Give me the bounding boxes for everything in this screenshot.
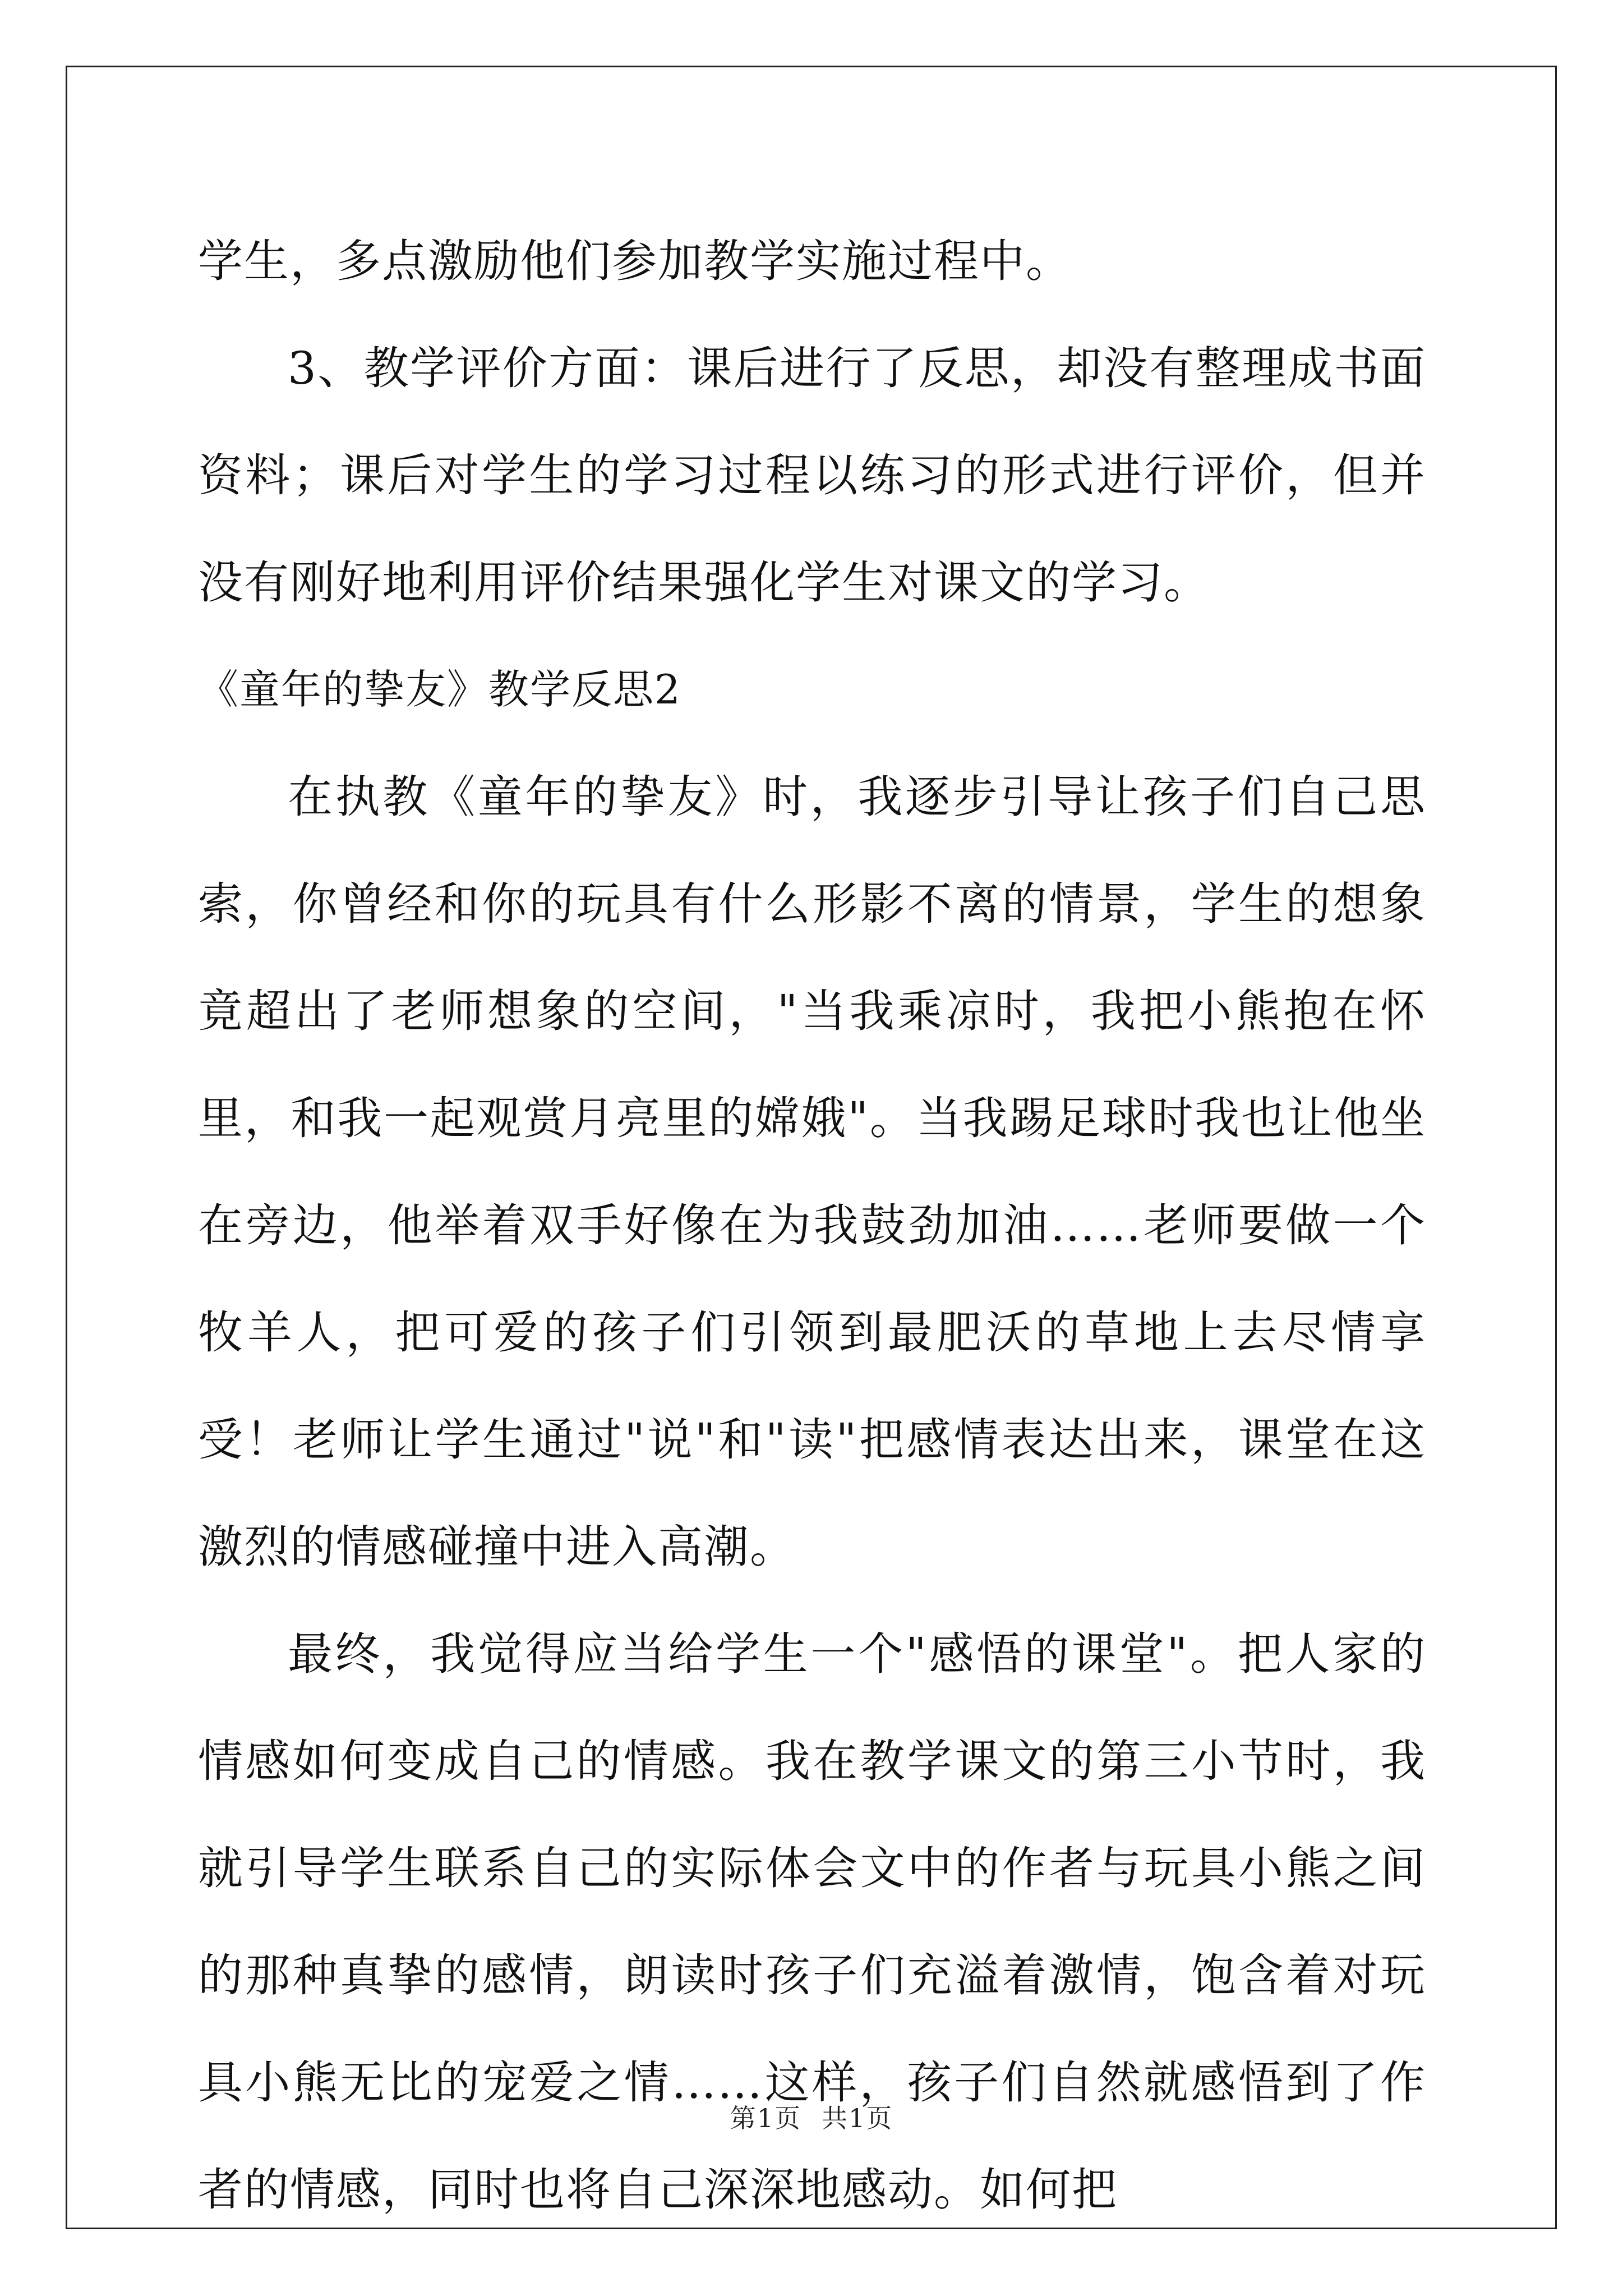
page-number: 第1页 xyxy=(730,2103,801,2133)
paragraph-3: 在执教《童年的挚友》时，我逐步引导让孩子们自己思索，你曾经和你的玩具有什么形影不离的情景，学生的想象竟超出了老师想象的空间，"当我乘凉时，我把小熊抱在怀里，和我一起观赏月亮里的嫦娥"。当我踢足球时我也让他坐在旁边，他举着双手好像在为我鼓劲加油……老师要做一个牧羊人，把可爱的孩子们引领到最肥沃的草地上去尽情享受！老师让学生通过"说"和"读"把感情表达出来，课堂在这激烈的情感碰撞中进入高潮。 xyxy=(198,771,1426,1573)
paragraph-4: 最终，我觉得应当给学生一个"感悟的课堂"。把人家的情感如何变成自己的情感。我在教学课文的第三小节时，我就引导学生联系自己的实际体会文中的作者与玩具小熊之间的那种真挚的感情，朗读时孩子们充溢着激情，饱含着对玩具小熊无比的宠爱之情……这样，孩子们自然就感悟到了作者的情感，同时也将自己深深地感动。如何把 xyxy=(198,1628,1426,2216)
page-total: 共1页 xyxy=(822,2103,893,2133)
page-footer xyxy=(0,2098,1623,2135)
document-body xyxy=(198,208,1426,2243)
paragraph-1: 学生，多点激励他们参加教学实施过程中。 xyxy=(198,235,1072,287)
paragraph-2: 3、教学评价方面：课后进行了反思，却没有整理成书面资料；课后对学生的学习过程以练习的形式进行评价，但并没有刚好地利用评价结果强化学生对课文的学习。 xyxy=(198,342,1426,609)
section-heading: 《童年的挚友》教学反思2 xyxy=(198,666,681,713)
